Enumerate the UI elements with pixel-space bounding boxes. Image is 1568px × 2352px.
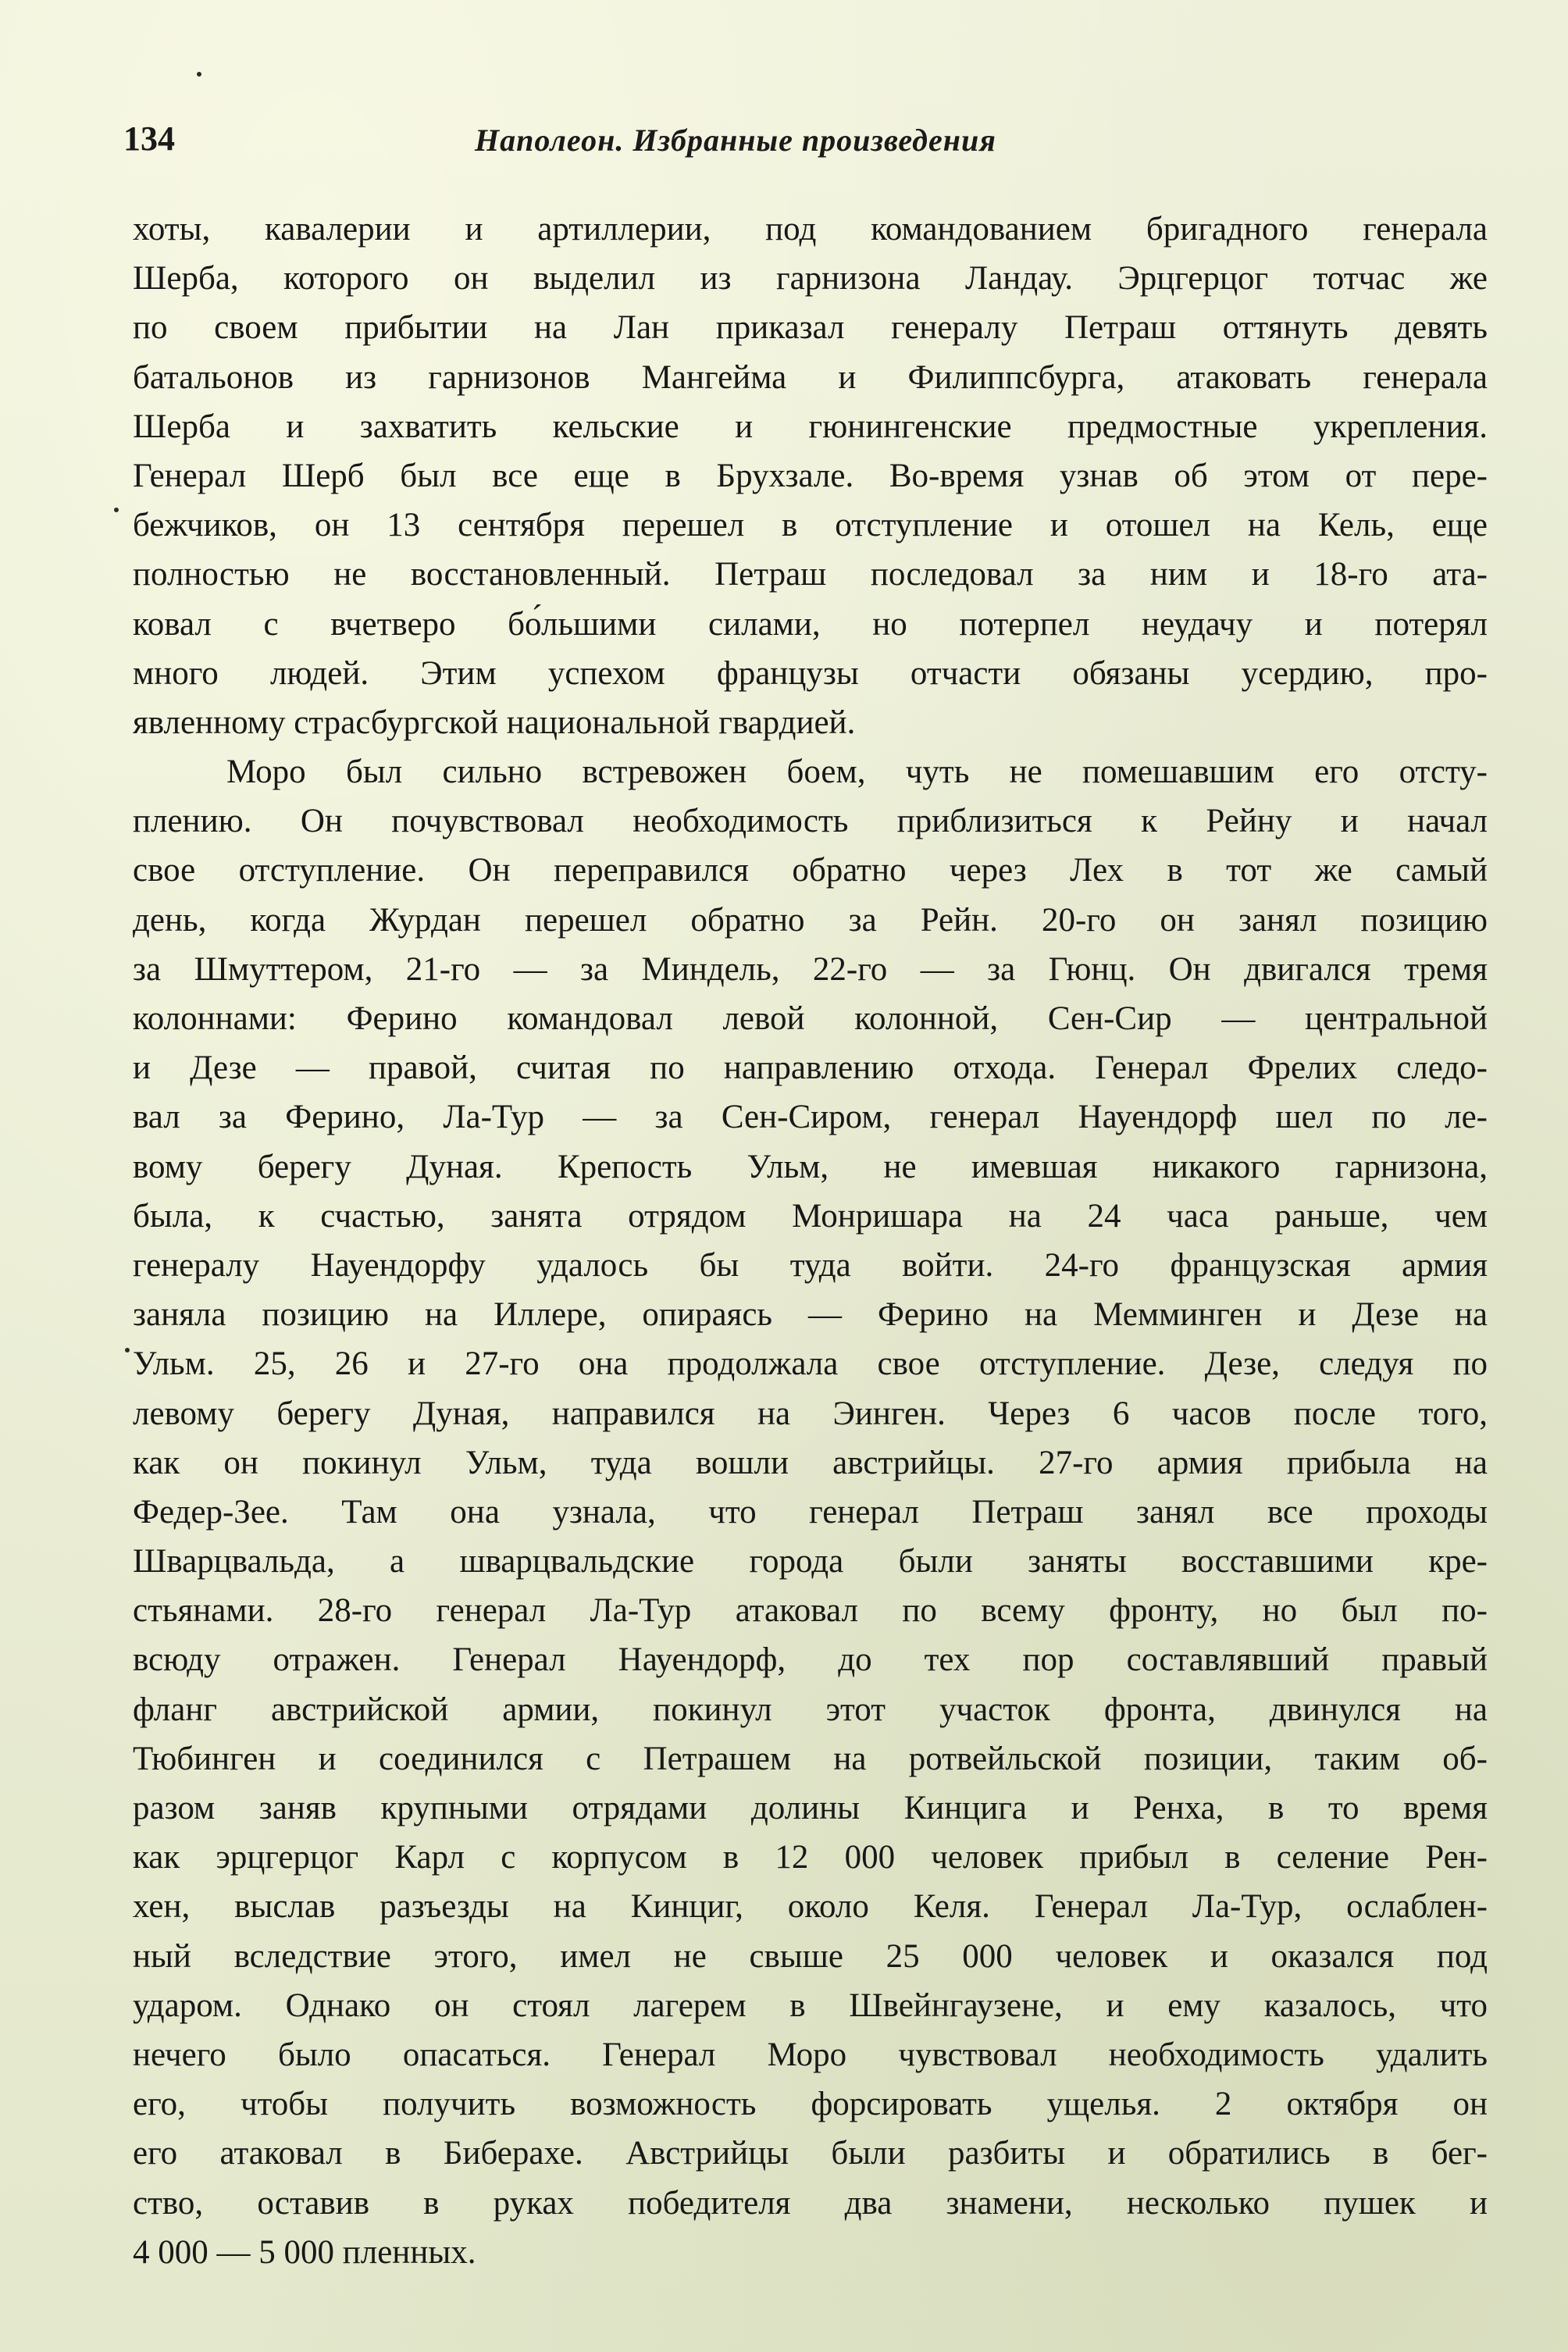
text-line: Шерба, которого он выделил из гарнизона Ландау. Эрцгерцог тотчас же	[133, 260, 1488, 298]
text-line: Федер-Зее. Там она узнала, что генерал Петраш занял все проходы	[133, 1493, 1488, 1531]
text-line: всюду отражен. Генерал Науендорф, до тех пор составлявший правый	[133, 1641, 1488, 1679]
text-line: как эрцгерцог Карл с корпусом в 12 000 человек прибыл в селение Рен-	[133, 1839, 1488, 1876]
text-line: левому берегу Дуная, направился на Эинген. Через 6 часов после того,	[133, 1395, 1488, 1432]
text-line: его атаковал в Биберахе. Австрийцы были разбиты и обратились в бег-	[133, 2135, 1488, 2172]
text-line: ковал с вчетверо бо́льшими силами, но потерпел неудачу и потерял	[133, 605, 1488, 643]
text-line: генералу Науендорфу удалось бы туда войти. 24-го французская армия	[133, 1246, 1488, 1284]
text-line: плению. Он почувствовал необходимость приблизиться к Рейну и начал	[133, 803, 1488, 840]
text-line: Шварцвальда, а шварцвальдские города были заняты восставшими кре-	[133, 1543, 1488, 1580]
text-line: день, когда Журдан перешел обратно за Рейн. 20-го он занял позицию	[133, 901, 1488, 939]
text-line: колоннами: Ферино командовал левой колонной, Сен-Сир — центральной	[133, 1000, 1488, 1037]
text-line: 4 000 — 5 000 пленных.	[133, 2233, 476, 2271]
text-line: хен, выслав разъезды на Кинциг, около Келя. Генерал Ла-Тур, ослаблен-	[133, 1888, 1488, 1926]
paragraph	[133, 205, 1488, 747]
text-line: разом заняв крупными отрядами долины Кинцига и Ренха, в то время	[133, 1790, 1488, 1826]
text-line: нечего было опасаться. Генерал Моро чувствовал необходимость удалить	[133, 2036, 1488, 2073]
running-title: Наполеон. Избранные произведения	[475, 123, 996, 158]
text-line: фланг австрийской армии, покинул этот участок фронта, двинулся на	[133, 1691, 1488, 1728]
paragraph	[133, 747, 1488, 2277]
text-line: ный вследствие этого, имел не свыше 25 000 человек и оказался под	[133, 1937, 1488, 1975]
text-line: бежчиков, он 13 сентября перешел в отступление и отошел на Кель, еще	[133, 507, 1488, 544]
text-line: Ульм. 25, 26 и 27-го она продолжала свое отступление. Дезе, следуя по	[133, 1345, 1488, 1383]
text-line: стьянами. 28-го генерал Ла-Тур атаковал по всему фронту, но был по-	[133, 1592, 1488, 1630]
text-line: ударом. Однако он стоял лагерем в Швейнгаузене, и ему казалось, что	[133, 1987, 1488, 2024]
text-line: вал за Ферино, Ла-Тур — за Сен-Сиром, генерал Науендорф шел по ле-	[133, 1099, 1488, 1136]
text-line: много людей. Этим успехом французы отчасти обязаны усердию, про-	[133, 654, 1488, 692]
text-line: заняла позицию на Иллере, опираясь — Ферино на Мемминген и Дезе на	[133, 1296, 1488, 1334]
text-line: хоты, кавалерии и артиллерии, под командованием бригадного генерала	[133, 211, 1488, 248]
text-line: и Дезе — правой, считая по направлению отхода. Генерал Фрелих следо-	[133, 1049, 1488, 1087]
text-line: Шерба и захватить кельские и гюнингенские предмостные укрепления.	[133, 408, 1488, 445]
text-line: Тюбинген и соединился с Петрашем на ротвейльской позиции, таким об-	[133, 1740, 1488, 1777]
text-line: полностью не восстановленный. Петраш последовал за ним и 18-го ата-	[133, 556, 1488, 593]
text-line: его, чтобы получить возможность форсировать ущелья. 2 октября он	[133, 2086, 1488, 2123]
text-line: батальонов из гарнизонов Мангейма и Филиппсбурга, атаковать генерала	[133, 358, 1488, 396]
text-line: по своем прибытии на Лан приказал генералу Петраш оттянуть девять	[133, 309, 1488, 347]
text-line: за Шмуттером, 21-го — за Миндель, 22-го — за Гюнц. Он двигался тремя	[133, 950, 1488, 988]
text-line: явленному страсбургской национальной гвардией.	[133, 704, 856, 741]
text-line: Генерал Шерб был все еще в Брухзале. Во-время узнав об этом от пере-	[133, 457, 1488, 494]
ink-speck	[125, 1348, 130, 1352]
ink-speck	[197, 72, 201, 77]
text-line: свое отступление. Он переправился обратно через Лех в тот же самый	[133, 852, 1488, 889]
text-line: Моро был сильно встревожен боем, чуть не помешавшим его отсту-	[226, 754, 1488, 791]
text-line: была, к счастью, занята отрядом Монришара на 24 часа раньше, чем	[133, 1197, 1488, 1235]
page-number: 134	[123, 119, 175, 158]
page-header	[123, 119, 1494, 173]
body-text	[133, 205, 1488, 2277]
ink-speck	[114, 508, 119, 512]
text-line: как он покинул Ульм, туда вошли австрийцы. 27-го армия прибыла на	[133, 1444, 1488, 1481]
text-line: ство, оставив в руках победителя два знамени, несколько пушек и	[133, 2184, 1488, 2222]
text-line: вому берегу Дуная. Крепость Ульм, не имевшая никакого гарнизона,	[133, 1148, 1488, 1185]
